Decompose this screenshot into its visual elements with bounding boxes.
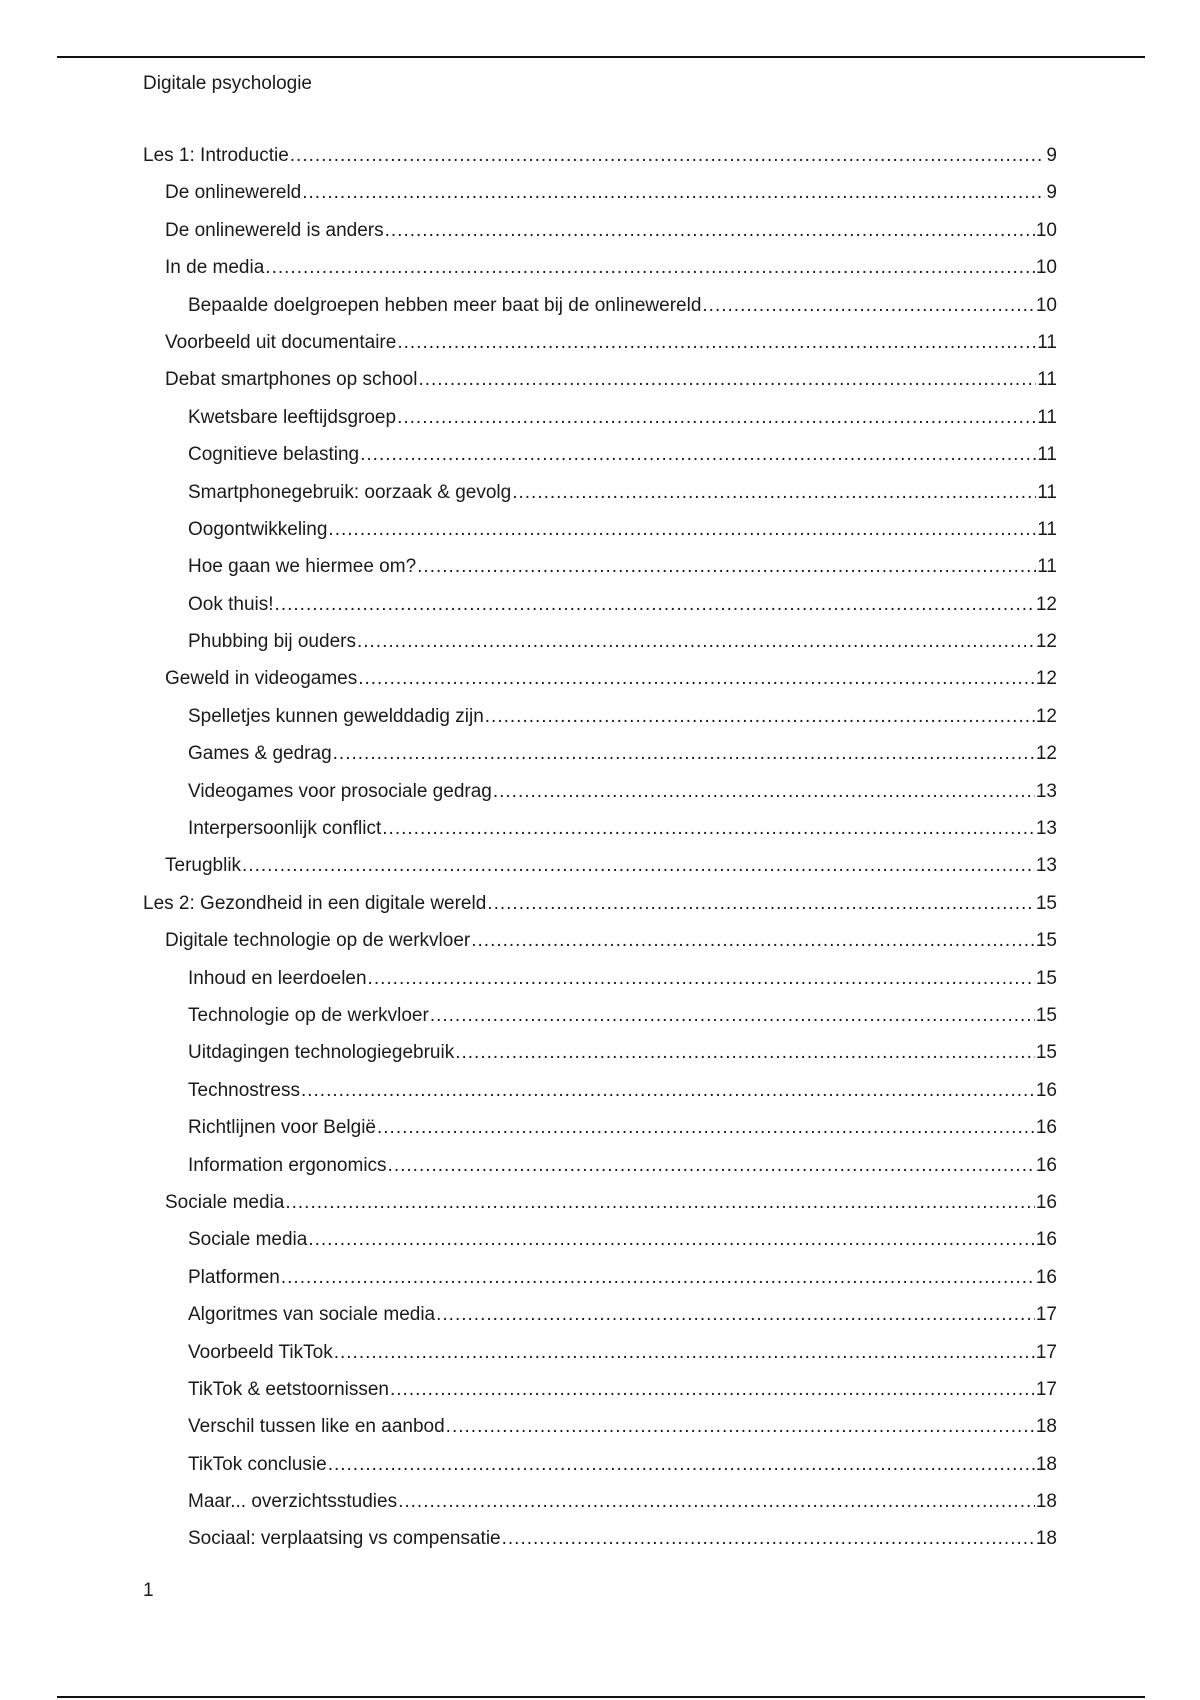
toc-entry-page: 9	[1046, 182, 1057, 204]
toc-dot-leader	[446, 1413, 1035, 1441]
toc-entry-title: Technostress	[188, 1079, 300, 1101]
toc-entry-page: 11	[1037, 331, 1057, 353]
toc-entry[interactable]	[143, 1152, 1057, 1189]
page-number: 1	[143, 1580, 154, 1601]
toc-entry-title: Voorbeeld uit documentaire	[165, 331, 397, 353]
top-rule	[57, 56, 1145, 58]
toc-entry-title: Les 1: Introductie	[143, 145, 289, 166]
toc-entry[interactable]	[143, 703, 1057, 740]
toc-entry-page: 10	[1035, 294, 1057, 316]
toc-dot-leader	[471, 927, 1035, 955]
toc-entry[interactable]	[143, 329, 1057, 366]
toc-entry-page: 12	[1035, 631, 1057, 653]
toc-entry[interactable]	[143, 815, 1057, 852]
toc-dot-leader	[377, 1114, 1035, 1142]
toc-entry-page: 15	[1035, 930, 1057, 952]
toc-entry[interactable]	[143, 404, 1057, 441]
toc-entry-title: Les 2: Gezondheid in een digitale wereld	[143, 892, 487, 914]
toc-entry-page: 17	[1035, 1304, 1057, 1326]
toc-entry-title: Sociale media	[165, 1191, 285, 1213]
toc-entry-page: 12	[1035, 668, 1057, 690]
toc-entry-title: Voorbeeld TikTok	[188, 1341, 333, 1363]
toc-dot-leader	[487, 890, 1035, 918]
toc-dot-leader	[328, 516, 1036, 544]
toc-entry-page: 17	[1035, 1378, 1057, 1400]
toc-dot-leader	[360, 441, 1036, 469]
toc-entry-title: Terugblik	[165, 855, 242, 877]
toc-entry-page: 13	[1035, 818, 1057, 840]
toc-entry-title: Debat smartphones op school	[165, 369, 418, 391]
toc-entry-title: Cognitieve belasting	[188, 444, 360, 466]
toc-entry[interactable]	[143, 142, 1057, 179]
toc-dot-leader	[302, 179, 1045, 207]
toc-entry-title: Spelletjes kunnen gewelddadig zijn	[188, 705, 484, 727]
toc-entry[interactable]	[143, 665, 1057, 702]
toc-entry-page: 16	[1035, 1117, 1057, 1139]
toc-entry-page: 16	[1035, 1079, 1057, 1101]
toc-entry[interactable]	[143, 1077, 1057, 1114]
toc-entry[interactable]	[143, 479, 1057, 516]
toc-dot-leader	[368, 965, 1035, 993]
toc-entry-title: Inhoud en leerdoelen	[188, 967, 367, 989]
toc-entry-page: 13	[1035, 855, 1057, 877]
toc-dot-leader	[397, 404, 1036, 432]
toc-entry[interactable]	[143, 553, 1057, 590]
toc-dot-leader	[328, 1451, 1035, 1479]
toc-entry[interactable]	[143, 217, 1057, 254]
toc-entry-title: Phubbing bij ouders	[188, 631, 356, 653]
toc-dot-leader	[301, 1077, 1035, 1105]
toc-entry-title: Bepaalde doelgroepen hebben meer baat bij de onlinewereld	[188, 294, 702, 316]
toc-dot-leader	[357, 628, 1035, 656]
bottom-rule	[57, 1696, 1145, 1698]
toc-entry-page: 9	[1046, 145, 1057, 166]
toc-entry-title: Videogames voor prosociale gedrag	[188, 780, 492, 802]
toc-entry-page: 10	[1035, 257, 1057, 279]
toc-dot-leader	[385, 217, 1035, 245]
toc-entry-title: Uitdagingen technologiegebruik	[188, 1042, 455, 1064]
toc-entry-title: Sociaal: verplaatsing vs compensatie	[188, 1528, 501, 1550]
toc-entry-title: Information ergonomics	[188, 1154, 387, 1176]
toc-entry-page: 18	[1035, 1491, 1057, 1513]
toc-entry-title: De onlinewereld is anders	[165, 219, 384, 241]
toc-entry-page: 10	[1035, 219, 1057, 241]
toc-entry-page: 16	[1035, 1191, 1057, 1213]
toc-entry-page: 12	[1035, 705, 1057, 727]
toc-entry-page: 13	[1035, 780, 1057, 802]
toc-entry-page: 11	[1037, 518, 1057, 540]
toc-entry-title: Platformen	[188, 1266, 280, 1288]
toc-dot-leader	[493, 778, 1035, 806]
toc-entry[interactable]	[143, 1039, 1057, 1076]
toc-dot-leader	[455, 1039, 1035, 1067]
toc-dot-leader	[290, 142, 1046, 170]
toc-entry[interactable]	[143, 1226, 1057, 1263]
toc-dot-leader	[275, 591, 1035, 619]
toc-dot-leader	[398, 1488, 1035, 1516]
toc-entry-page: 15	[1035, 892, 1057, 914]
toc-entry-title: Interpersoonlijk conflict	[188, 818, 382, 840]
toc-dot-leader	[436, 1301, 1035, 1329]
toc-entry[interactable]	[143, 852, 1057, 889]
toc-entry[interactable]	[143, 1189, 1057, 1226]
toc-dot-leader	[397, 329, 1036, 357]
toc-entry[interactable]	[143, 1525, 1057, 1562]
toc-entry-page: 16	[1035, 1229, 1057, 1251]
toc-dot-leader	[485, 703, 1035, 731]
toc-entry-page: 15	[1035, 967, 1057, 989]
toc-entry-title: De onlinewereld	[165, 182, 302, 204]
toc-entry[interactable]	[143, 292, 1057, 329]
toc-dot-leader	[242, 852, 1035, 880]
toc-entry-page: 11	[1037, 406, 1057, 428]
toc-entry-page: 15	[1035, 1004, 1057, 1026]
toc-entry[interactable]	[143, 254, 1057, 291]
toc-entry-title: Sociale media	[188, 1229, 308, 1251]
toc-dot-leader	[281, 1264, 1035, 1292]
toc-entry[interactable]	[143, 441, 1057, 478]
toc-entry[interactable]	[143, 1451, 1057, 1488]
toc-entry-title: Smartphonegebruik: oorzaak & gevolg	[188, 481, 512, 503]
toc-entry[interactable]	[143, 1488, 1057, 1525]
toc-entry[interactable]	[143, 778, 1057, 815]
toc-dot-leader	[512, 479, 1036, 507]
toc-entry-page: 18	[1035, 1453, 1057, 1475]
toc-entry-page: 18	[1035, 1528, 1057, 1550]
toc-dot-leader	[285, 1189, 1035, 1217]
toc-entry[interactable]	[143, 890, 1057, 927]
document-header: Digitale psychologie	[143, 73, 312, 94]
toc-entry[interactable]	[143, 1413, 1057, 1450]
toc-dot-leader	[334, 1339, 1035, 1367]
toc-dot-leader	[417, 553, 1036, 581]
toc-dot-leader	[388, 1152, 1035, 1180]
toc-entry-title: Ook thuis!	[188, 593, 274, 615]
toc-entry-title: Games & gedrag	[188, 743, 332, 765]
toc-dot-leader	[502, 1525, 1035, 1553]
table-of-contents	[143, 142, 1057, 1563]
toc-entry[interactable]	[143, 366, 1057, 403]
toc-dot-leader	[390, 1376, 1035, 1404]
toc-entry[interactable]	[143, 1002, 1057, 1039]
toc-entry-page: 11	[1037, 369, 1057, 391]
toc-entry-title: In de media	[165, 257, 265, 279]
toc-entry[interactable]	[143, 1301, 1057, 1338]
toc-entry-page: 11	[1037, 444, 1057, 466]
toc-entry[interactable]	[143, 1114, 1057, 1151]
toc-entry-title: Maar... overzichtsstudies	[188, 1491, 398, 1513]
toc-entry-title: Hoe gaan we hiermee om?	[188, 556, 417, 578]
toc-entry-title: TikTok & eetstoornissen	[188, 1378, 389, 1400]
toc-entry-title: Richtlijnen voor België	[188, 1117, 376, 1139]
toc-entry[interactable]	[143, 516, 1057, 553]
toc-entry-page: 18	[1035, 1416, 1057, 1438]
toc-entry-title: Technologie op de werkvloer	[188, 1004, 429, 1026]
toc-entry-title: Verschil tussen like en aanbod	[188, 1416, 445, 1438]
toc-entry[interactable]	[143, 591, 1057, 628]
toc-entry[interactable]	[143, 628, 1057, 665]
toc-entry-page: 16	[1035, 1154, 1057, 1176]
toc-entry[interactable]	[143, 740, 1057, 777]
toc-dot-leader	[702, 292, 1034, 320]
toc-dot-leader	[418, 366, 1036, 394]
toc-entry-title: Algoritmes van sociale media	[188, 1304, 436, 1326]
toc-entry[interactable]	[143, 965, 1057, 1002]
toc-dot-leader	[382, 815, 1035, 843]
toc-entry-title: Digitale technologie op de werkvloer	[165, 930, 471, 952]
toc-entry-page: 12	[1035, 593, 1057, 615]
toc-entry-title: TikTok conclusie	[188, 1453, 327, 1475]
toc-dot-leader	[333, 740, 1035, 768]
toc-entry-title: Geweld in videogames	[165, 668, 358, 690]
toc-entry-page: 16	[1035, 1266, 1057, 1288]
toc-entry-page: 15	[1035, 1042, 1057, 1064]
toc-dot-leader	[358, 665, 1035, 693]
toc-entry-page: 12	[1035, 743, 1057, 765]
toc-entry-title: Oogontwikkeling	[188, 518, 328, 540]
toc-dot-leader	[265, 254, 1035, 282]
toc-entry[interactable]	[143, 927, 1057, 964]
toc-entry[interactable]	[143, 1339, 1057, 1376]
toc-entry-page: 17	[1035, 1341, 1057, 1363]
toc-dot-leader	[430, 1002, 1035, 1030]
toc-entry[interactable]	[143, 1264, 1057, 1301]
toc-entry-page: 11	[1037, 481, 1057, 503]
toc-entry-title: Kwetsbare leeftijdsgroep	[188, 406, 397, 428]
toc-entry-page: 11	[1037, 556, 1057, 578]
toc-entry[interactable]	[143, 1376, 1057, 1413]
toc-entry[interactable]	[143, 179, 1057, 216]
toc-dot-leader	[308, 1226, 1035, 1254]
